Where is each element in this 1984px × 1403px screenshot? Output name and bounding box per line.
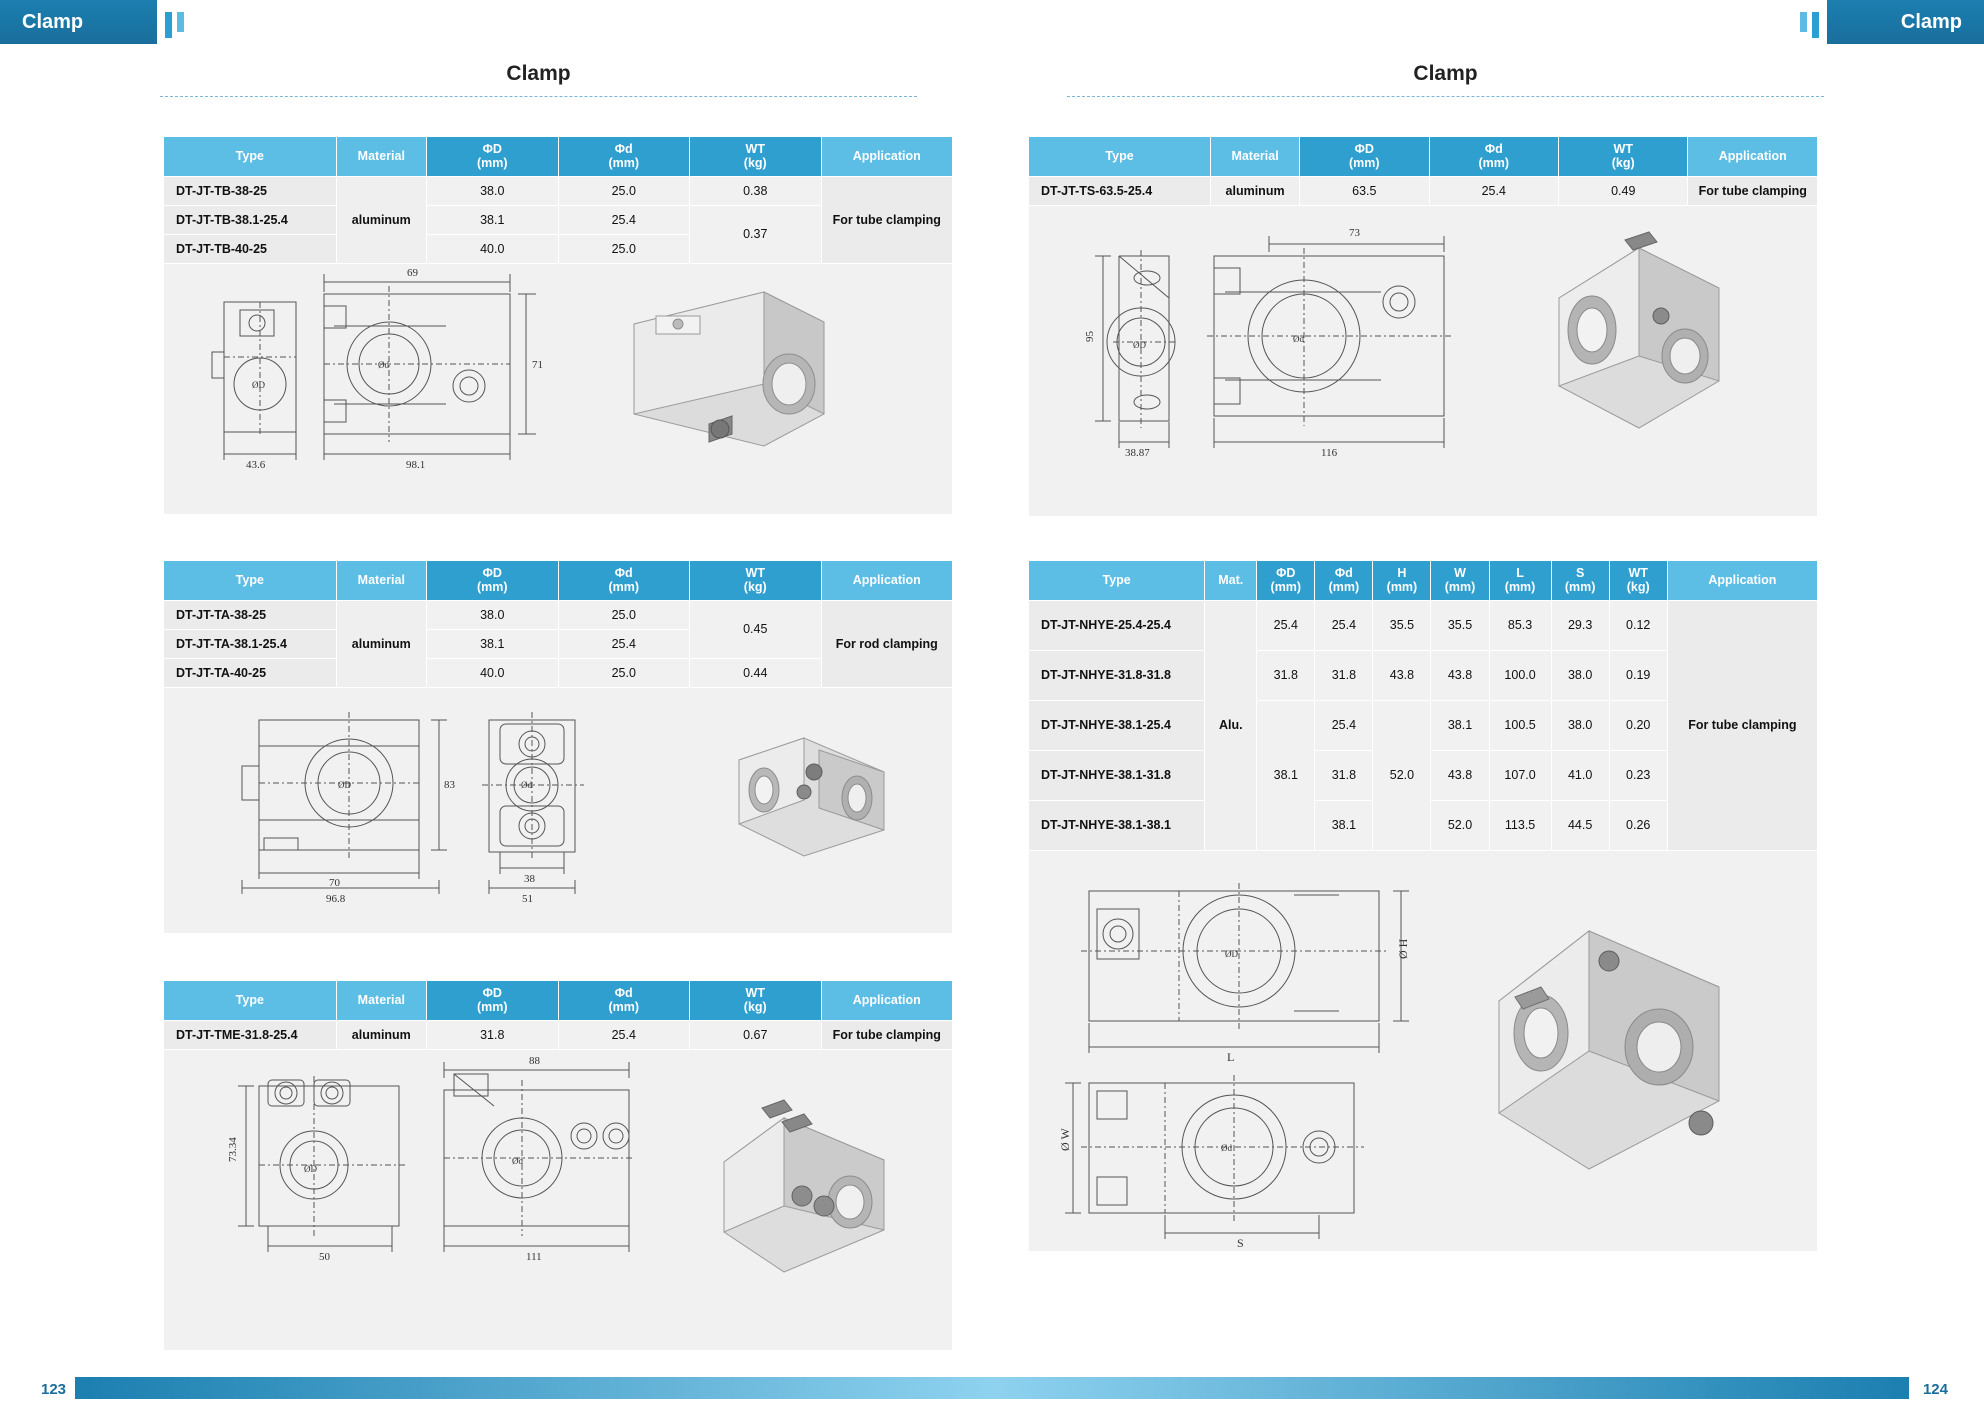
dim-50: 50 xyxy=(319,1250,330,1263)
page-right xyxy=(992,0,1984,1403)
cell-D: 63.5 xyxy=(1300,176,1429,205)
col-wt: WT (kg) xyxy=(690,981,822,1021)
cell-material: aluminum xyxy=(336,600,426,687)
dim-phd-a: Ød xyxy=(521,779,532,790)
cell-type: DT-JT-TME-31.8-25.4 xyxy=(164,1020,337,1049)
cell-D: 40.0 xyxy=(427,658,559,687)
technical-drawing-tb xyxy=(164,264,952,514)
cell-application: For tube clamping xyxy=(1688,176,1818,205)
col-w: W (mm) xyxy=(1431,561,1489,601)
table-row xyxy=(1029,600,1818,650)
cell-L: 113.5 xyxy=(1489,800,1551,850)
page-title-left: Clamp xyxy=(506,62,571,85)
dim-51: 51 xyxy=(522,892,533,905)
table-tme-series xyxy=(163,980,953,1050)
table-ts-series xyxy=(1028,136,1818,206)
cell-wt: 0.44 xyxy=(690,658,822,687)
dim-phid-side: Ød xyxy=(378,359,389,370)
col-wt: WT (kg) xyxy=(1559,137,1688,177)
cell-S: 38.0 xyxy=(1551,650,1609,700)
dim-phid-a: ØD xyxy=(338,779,351,790)
col-mat: Mat. xyxy=(1205,561,1257,601)
col-phd: Φd (mm) xyxy=(1429,137,1558,177)
cell-H: 52.0 xyxy=(1373,700,1431,850)
col-application: Application xyxy=(821,137,953,177)
drawing-panel-nhye xyxy=(1028,851,1818,1252)
cell-type: DT-JT-NHYE-38.1-38.1 xyxy=(1029,800,1205,850)
col-type: Type xyxy=(1029,561,1205,601)
cell-L: 100.0 xyxy=(1489,650,1551,700)
page-footer-right xyxy=(992,1373,1984,1403)
cell-wt: 0.49 xyxy=(1559,176,1688,205)
col-material: Material xyxy=(1211,137,1300,177)
cell-wt: 0.20 xyxy=(1609,700,1667,750)
col-l: L (mm) xyxy=(1489,561,1551,601)
cell-application: For tube clamping xyxy=(1667,600,1817,850)
drawing-panel-ta xyxy=(163,688,953,934)
isometric-render-ts xyxy=(1559,232,1719,428)
page-title-right: Clamp xyxy=(1413,62,1478,85)
isometric-render-tb xyxy=(634,292,824,446)
dim-95: 95 xyxy=(1084,330,1096,342)
table-row xyxy=(164,1020,953,1049)
technical-drawing-nhye xyxy=(1029,851,1817,1251)
cell-type: DT-JT-TB-38.1-25.4 xyxy=(164,205,337,234)
cell-d: 25.0 xyxy=(558,658,690,687)
cell-type: DT-JT-NHYE-38.1-31.8 xyxy=(1029,750,1205,800)
title-divider-right xyxy=(1067,96,1824,97)
cell-S: 38.0 xyxy=(1551,700,1609,750)
cell-d: 25.0 xyxy=(558,234,690,263)
page-header-left xyxy=(0,0,992,44)
dim-70: 70 xyxy=(329,876,340,889)
col-application: Application xyxy=(821,561,953,601)
page-footer-left xyxy=(0,1373,992,1403)
cell-L: 107.0 xyxy=(1489,750,1551,800)
cell-application: For tube clamping xyxy=(821,176,953,263)
technical-drawing-ts xyxy=(1029,206,1817,516)
col-material: Material xyxy=(336,981,426,1021)
table-tb-series xyxy=(163,136,953,264)
cell-material: aluminum xyxy=(336,1020,426,1049)
cell-d: 38.1 xyxy=(1315,800,1373,850)
cell-wt: 0.19 xyxy=(1609,650,1667,700)
cell-H: 35.5 xyxy=(1373,600,1431,650)
cell-application: For rod clamping xyxy=(821,600,953,687)
cell-wt: 0.12 xyxy=(1609,600,1667,650)
col-application: Application xyxy=(821,981,953,1021)
table-header-row xyxy=(1029,561,1818,601)
dim-111: 111 xyxy=(526,1250,542,1263)
cell-W: 43.8 xyxy=(1431,650,1489,700)
block-ts-series xyxy=(1028,136,1818,517)
block-ta-series xyxy=(163,560,953,934)
cell-wt: 0.45 xyxy=(690,600,822,658)
cell-application: For tube clamping xyxy=(821,1020,953,1049)
dim-96-8: 96.8 xyxy=(326,892,346,905)
col-wt: WT (kg) xyxy=(690,137,822,177)
cell-D: 38.0 xyxy=(427,600,559,629)
col-phd: Φd (mm) xyxy=(558,981,690,1021)
table-row xyxy=(1029,176,1818,205)
dim-38-87: 38.87 xyxy=(1125,446,1150,459)
block-tme-series xyxy=(163,980,953,1351)
cell-H: 43.8 xyxy=(1373,650,1431,700)
col-h: H (mm) xyxy=(1373,561,1431,601)
dim-83: 83 xyxy=(444,778,455,791)
dim-73-34: 73.34 xyxy=(227,1137,239,1162)
isometric-render-tme xyxy=(724,1100,884,1272)
block-tb-series xyxy=(163,136,953,515)
col-phid: ΦD (mm) xyxy=(1300,137,1429,177)
cell-d: 25.4 xyxy=(558,629,690,658)
cell-type: DT-JT-NHYE-38.1-25.4 xyxy=(1029,700,1205,750)
dim-88: 88 xyxy=(529,1054,540,1067)
cell-S: 29.3 xyxy=(1551,600,1609,650)
dim-H: Ø H xyxy=(1396,938,1410,959)
cell-D: 38.1 xyxy=(427,629,559,658)
table-header-row xyxy=(1029,137,1818,177)
page-header-right xyxy=(992,0,1984,44)
cell-type: DT-JT-TA-40-25 xyxy=(164,658,337,687)
cell-d: 25.0 xyxy=(558,600,690,629)
dim-phid-front: ØD xyxy=(252,379,265,390)
dim-phd-n: Ød xyxy=(1221,1142,1232,1153)
col-type: Type xyxy=(164,561,337,601)
isometric-render-nhye xyxy=(1499,931,1719,1169)
dim-98-1: 98.1 xyxy=(406,458,426,471)
header-decor-bars-left xyxy=(165,12,184,38)
col-type: Type xyxy=(1029,137,1211,177)
cell-D: 31.8 xyxy=(1257,650,1315,700)
dim-phd-t: Ød xyxy=(512,1155,523,1166)
table-row xyxy=(164,176,953,205)
cell-d: 25.4 xyxy=(1315,700,1373,750)
drawing-panel-ts xyxy=(1028,206,1818,517)
cell-W: 38.1 xyxy=(1431,700,1489,750)
cell-wt: 0.37 xyxy=(690,205,822,263)
drawing-panel-tme xyxy=(163,1050,953,1351)
col-wt: WT (kg) xyxy=(1609,561,1667,601)
cell-type: DT-JT-TA-38.1-25.4 xyxy=(164,629,337,658)
col-material: Material xyxy=(336,137,426,177)
col-phid: ΦD (mm) xyxy=(427,137,559,177)
table-header-row xyxy=(164,981,953,1021)
cell-type: DT-JT-TA-38-25 xyxy=(164,600,337,629)
technical-drawing-ta xyxy=(164,688,952,933)
cell-W: 43.8 xyxy=(1431,750,1489,800)
table-nhye-series xyxy=(1028,560,1818,851)
cell-d: 25.4 xyxy=(558,1020,690,1049)
technical-drawing-tme xyxy=(164,1050,952,1350)
cell-d: 25.0 xyxy=(558,176,690,205)
cell-wt: 0.38 xyxy=(690,176,822,205)
header-decor-bars-right xyxy=(1800,12,1819,38)
cell-material: aluminum xyxy=(336,176,426,263)
block-nhye-series xyxy=(1028,560,1818,1252)
cell-d: 25.4 xyxy=(1429,176,1558,205)
cell-D: 31.8 xyxy=(427,1020,559,1049)
dim-W: Ø W xyxy=(1058,1127,1072,1151)
col-phd: Φd (mm) xyxy=(558,561,690,601)
cell-d: 25.4 xyxy=(558,205,690,234)
page-number-left: 123 xyxy=(35,1379,72,1400)
dim-phid-ts: ØD xyxy=(1133,339,1146,350)
isometric-render-ta xyxy=(739,738,884,856)
dim-69: 69 xyxy=(407,266,418,279)
header-tab-left-label: Clamp xyxy=(22,10,84,33)
cell-material: aluminum xyxy=(1211,176,1300,205)
cell-d: 31.8 xyxy=(1315,750,1373,800)
header-tab-right-label: Clamp xyxy=(1900,10,1962,33)
cell-type: DT-JT-TS-63.5-25.4 xyxy=(1029,176,1211,205)
header-tab-right xyxy=(1827,0,1984,44)
dim-S: S xyxy=(1237,1235,1244,1250)
cell-D: 38.0 xyxy=(427,176,559,205)
cell-mat: Alu. xyxy=(1205,600,1257,850)
col-wt: WT (kg) xyxy=(690,561,822,601)
col-s: S (mm) xyxy=(1551,561,1609,601)
dim-phd-ts: Ød xyxy=(1293,333,1304,344)
table-header-row xyxy=(164,561,953,601)
dim-L: L xyxy=(1227,1049,1235,1064)
col-phd: Φd (mm) xyxy=(558,137,690,177)
col-type: Type xyxy=(164,137,337,177)
cell-d: 25.4 xyxy=(1315,600,1373,650)
cell-D: 38.1 xyxy=(1257,700,1315,850)
drawing-panel-tb xyxy=(163,264,953,515)
col-phid: ΦD (mm) xyxy=(1257,561,1315,601)
table-ta-series xyxy=(163,560,953,688)
cell-W: 35.5 xyxy=(1431,600,1489,650)
cell-type: DT-JT-NHYE-31.8-31.8 xyxy=(1029,650,1205,700)
dim-38: 38 xyxy=(524,872,535,885)
page-number-right: 124 xyxy=(1917,1379,1954,1400)
header-tab-left xyxy=(0,0,157,44)
cell-wt: 0.23 xyxy=(1609,750,1667,800)
cell-L: 85.3 xyxy=(1489,600,1551,650)
cell-L: 100.5 xyxy=(1489,700,1551,750)
title-divider-left xyxy=(160,96,917,97)
dim-71: 71 xyxy=(532,358,543,371)
col-phid: ΦD (mm) xyxy=(427,561,559,601)
cell-type: DT-JT-NHYE-25.4-25.4 xyxy=(1029,600,1205,650)
cell-W: 52.0 xyxy=(1431,800,1489,850)
col-type: Type xyxy=(164,981,337,1021)
col-material: Material xyxy=(336,561,426,601)
cell-wt: 0.26 xyxy=(1609,800,1667,850)
cell-D: 40.0 xyxy=(427,234,559,263)
col-phid: ΦD (mm) xyxy=(427,981,559,1021)
table-row xyxy=(164,600,953,629)
dim-73: 73 xyxy=(1349,226,1360,239)
col-phd: Φd (mm) xyxy=(1315,561,1373,601)
dim-43-6: 43.6 xyxy=(246,458,266,471)
dim-116: 116 xyxy=(1321,446,1338,459)
col-application: Application xyxy=(1667,561,1817,601)
cell-D: 38.1 xyxy=(427,205,559,234)
cell-type: DT-JT-TB-40-25 xyxy=(164,234,337,263)
cell-S: 44.5 xyxy=(1551,800,1609,850)
col-application: Application xyxy=(1688,137,1818,177)
cell-S: 41.0 xyxy=(1551,750,1609,800)
cell-d: 31.8 xyxy=(1315,650,1373,700)
cell-wt: 0.67 xyxy=(690,1020,822,1049)
dim-phid-n: ØD xyxy=(1225,948,1238,959)
dim-phid-t: ØD xyxy=(304,1163,317,1174)
table-header-row xyxy=(164,137,953,177)
cell-type: DT-JT-TB-38-25 xyxy=(164,176,337,205)
cell-D: 25.4 xyxy=(1257,600,1315,650)
